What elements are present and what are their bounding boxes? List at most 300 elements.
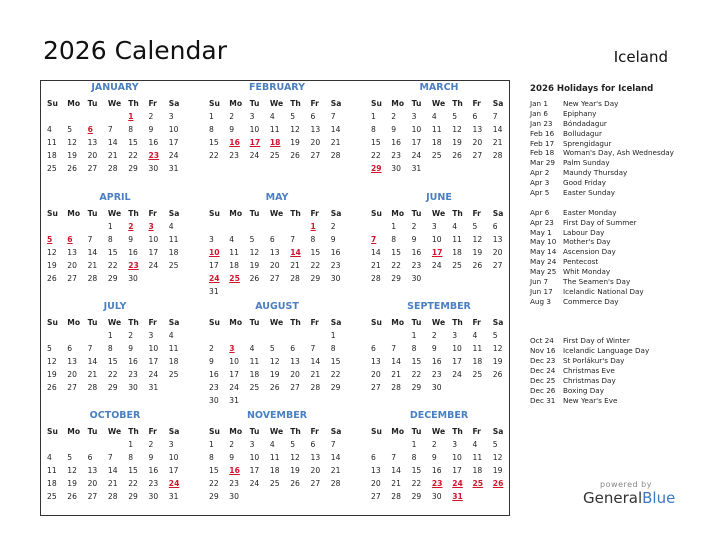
day: 25 [168, 261, 179, 270]
day: 20 [492, 248, 503, 257]
weekday-header: Fr [472, 427, 481, 436]
day: 12 [47, 248, 57, 257]
day: 15 [128, 138, 138, 147]
holiday-row [530, 277, 700, 287]
day: 11 [431, 125, 442, 134]
holiday-date: Feb 18 [530, 148, 555, 158]
holiday-row [530, 247, 700, 257]
day: 6 [492, 222, 498, 231]
day: 9 [128, 235, 134, 244]
day: 16 [209, 370, 219, 379]
weekday-header: Mo [229, 99, 243, 108]
holiday-name: Christmas Day [563, 375, 616, 385]
empty-cell [226, 329, 246, 342]
day: 3 [209, 235, 214, 244]
day: 12 [290, 125, 300, 134]
weekday-header: Mo [391, 318, 405, 327]
day: 31 [168, 492, 179, 501]
weekday-header: Fr [310, 427, 319, 436]
day: 9 [128, 344, 134, 353]
weekday-header: Fr [148, 427, 157, 436]
day: 15 [411, 357, 422, 366]
weekday-header: Tu [249, 209, 260, 218]
day: 19 [249, 261, 260, 270]
weekday-header: Su [371, 209, 382, 218]
day: 19 [67, 479, 77, 488]
day: 14 [391, 357, 401, 366]
weekday-header: Su [47, 427, 58, 436]
day: 9 [431, 453, 437, 462]
day: 3 [249, 440, 255, 449]
day: 8 [371, 125, 376, 134]
holiday-date: Mar 29 [530, 158, 555, 168]
holiday-name: New Year's Day [563, 99, 619, 108]
day: 23 [391, 151, 401, 160]
day: 14 [371, 248, 381, 257]
weekday-header: We [269, 318, 284, 327]
holiday-name: Maundy Thursday [563, 168, 628, 178]
day: 2 [209, 344, 214, 353]
day: 30 [330, 274, 341, 283]
holiday-day: 17 [431, 248, 443, 257]
day: 6 [371, 344, 376, 353]
day: 7 [87, 344, 93, 353]
day: 22 [371, 151, 381, 160]
holiday-date: May 24 [530, 257, 557, 267]
day: 5 [290, 112, 296, 121]
holiday-row [530, 139, 700, 149]
day: 9 [148, 453, 154, 462]
day: 5 [492, 440, 498, 449]
day: 17 [148, 357, 159, 366]
day: 23 [229, 479, 239, 488]
holiday-name: Bolludagur [563, 128, 602, 138]
day: 3 [452, 331, 458, 340]
day: 30 [229, 492, 239, 501]
day: 30 [391, 164, 401, 173]
day: 12 [472, 235, 483, 244]
day: 17 [411, 138, 422, 147]
day: 28 [330, 479, 341, 488]
day: 5 [290, 440, 296, 449]
day: 7 [391, 344, 397, 353]
weekday-header: Sa [168, 318, 180, 327]
day: 1 [371, 112, 376, 121]
month-name: JANUARY [91, 82, 139, 93]
day: 18 [472, 357, 483, 366]
holiday-name: Boxing Day [563, 385, 604, 395]
day: 20 [371, 479, 381, 488]
weekday-header: Sa [168, 427, 180, 436]
day: 10 [452, 453, 462, 462]
weekday-header: We [107, 209, 122, 218]
holiday-row [530, 99, 700, 109]
holiday-name: The Seamen's Day [563, 277, 631, 287]
day: 28 [87, 383, 98, 392]
day: 21 [107, 151, 118, 160]
day: 21 [290, 261, 300, 270]
day: 15 [330, 357, 341, 366]
holiday-day: 24 [209, 274, 220, 283]
day: 13 [67, 357, 77, 366]
day: 20 [290, 370, 300, 379]
holiday-row [530, 386, 700, 396]
day: 13 [371, 466, 381, 475]
day: 31 [168, 164, 179, 173]
weekday-header: We [107, 427, 122, 436]
day: 5 [492, 331, 498, 340]
weekday-header: Mo [391, 99, 405, 108]
weekday-header: Fr [148, 209, 157, 218]
weekday-header: Mo [229, 427, 243, 436]
day: 27 [310, 479, 321, 488]
empty-cell [64, 329, 84, 342]
holiday-gap [530, 198, 700, 208]
weekday-header: Sa [168, 209, 180, 218]
day: 14 [310, 357, 321, 366]
empty-cell [287, 220, 307, 233]
day: 13 [67, 248, 77, 257]
day: 31 [209, 287, 219, 296]
month-grid [206, 425, 348, 503]
holiday-row [530, 158, 700, 168]
holiday-day: 3 [148, 222, 154, 231]
day: 14 [87, 248, 98, 257]
holiday-day: 23 [431, 479, 443, 488]
day: 2 [229, 112, 235, 121]
holiday-date: Apr 2 [530, 168, 550, 178]
day: 11 [472, 453, 483, 462]
holiday-day: 24 [168, 479, 180, 488]
day: 19 [452, 138, 462, 147]
day: 30 [431, 383, 442, 392]
day: 16 [128, 248, 138, 257]
weekday-header: Th [452, 427, 463, 436]
day: 18 [472, 466, 483, 475]
month-february [206, 81, 348, 162]
weekday-header: Fr [148, 99, 157, 108]
day: 3 [411, 112, 417, 121]
day: 9 [330, 235, 336, 244]
day: 20 [472, 138, 483, 147]
day: 8 [128, 125, 134, 134]
day: 24 [148, 261, 159, 270]
holiday-name: Ascension Day [563, 247, 616, 257]
day: 15 [107, 248, 118, 257]
day: 19 [290, 466, 300, 475]
day: 9 [229, 125, 235, 134]
holiday-row [530, 267, 700, 277]
day: 5 [67, 453, 73, 462]
holiday-row [530, 218, 700, 228]
month-name: SEPTEMBER [407, 301, 471, 312]
day: 28 [310, 383, 321, 392]
day: 11 [168, 344, 179, 353]
day: 8 [107, 344, 113, 353]
day: 4 [472, 331, 478, 340]
day: 5 [47, 344, 52, 353]
day: 8 [330, 344, 336, 353]
holiday-name: Icelandic Language Day [563, 346, 650, 356]
day: 29 [330, 383, 341, 392]
day: 10 [411, 125, 422, 134]
holiday-day: 2 [128, 222, 134, 231]
day: 23 [431, 370, 442, 379]
holiday-date: May 25 [530, 267, 557, 277]
month-july [44, 300, 186, 394]
holiday-day: 18 [269, 138, 281, 147]
empty-cell [85, 220, 105, 233]
holiday-date: Jan 1 [530, 99, 548, 108]
empty-cell [267, 329, 287, 342]
day: 20 [67, 370, 77, 379]
holiday-row [530, 228, 700, 238]
holiday-day: 25 [229, 274, 240, 283]
day: 13 [269, 248, 280, 257]
holiday-list [530, 84, 700, 406]
day: 28 [330, 151, 341, 160]
day: 14 [330, 453, 341, 462]
holiday-date: Nov 16 [530, 346, 556, 356]
holiday-date: Jun 7 [530, 277, 549, 287]
holiday-day: 23 [128, 261, 139, 270]
month-april [44, 191, 186, 285]
day: 9 [431, 344, 437, 353]
weekday-header: Fr [310, 209, 319, 218]
holiday-day: 17 [249, 138, 261, 147]
weekday-header: Mo [67, 318, 81, 327]
weekday-header: Sa [492, 318, 504, 327]
day: 5 [452, 112, 458, 121]
country-label: Iceland [613, 48, 668, 66]
holiday-date: Dec 31 [530, 395, 556, 405]
month-name: JUNE [426, 192, 452, 203]
weekday-header: Mo [391, 427, 405, 436]
day: 9 [391, 125, 397, 134]
brand-logo [583, 480, 676, 507]
day: 7 [107, 453, 113, 462]
weekday-header: Th [128, 318, 139, 327]
day: 6 [310, 440, 316, 449]
holiday-date: Dec 23 [530, 356, 556, 366]
day: 20 [67, 261, 77, 270]
day: 3 [431, 222, 437, 231]
day: 26 [472, 261, 483, 270]
day: 9 [229, 453, 235, 462]
day: 7 [492, 112, 498, 121]
day: 4 [452, 222, 458, 231]
weekday-header: We [431, 99, 446, 108]
day: 21 [391, 370, 401, 379]
day: 26 [47, 383, 57, 392]
holiday-date: May 10 [530, 237, 557, 247]
day: 5 [67, 125, 73, 134]
day: 11 [472, 344, 483, 353]
holiday-name: Palm Sunday [563, 158, 610, 168]
day: 23 [411, 261, 422, 270]
day: 6 [269, 235, 275, 244]
day: 6 [472, 112, 478, 121]
weekday-header: Th [452, 209, 463, 218]
holiday-date: May 14 [530, 247, 557, 257]
holiday-date: Feb 16 [530, 128, 555, 138]
day: 17 [168, 466, 179, 475]
day: 10 [168, 125, 179, 134]
day: 13 [492, 235, 503, 244]
day: 3 [452, 440, 458, 449]
day: 14 [107, 466, 118, 475]
weekday-header: We [431, 427, 446, 436]
weekday-header: Th [290, 99, 301, 108]
weekday-header: Th [290, 209, 301, 218]
day: 30 [148, 492, 159, 501]
day: 12 [249, 248, 260, 257]
day: 22 [411, 479, 422, 488]
holiday-day: 29 [371, 164, 382, 173]
month-june [368, 191, 510, 285]
day: 16 [128, 357, 138, 366]
day: 19 [290, 138, 300, 147]
day: 7 [310, 344, 316, 353]
holiday-row [530, 178, 700, 188]
day: 20 [310, 138, 321, 147]
day: 4 [431, 112, 437, 121]
holiday-date: Dec 24 [530, 366, 556, 376]
day: 16 [148, 138, 159, 147]
day: 27 [67, 383, 77, 392]
day: 12 [290, 453, 300, 462]
weekday-header: We [107, 318, 122, 327]
holiday-name: Icelandic National Day [563, 286, 644, 296]
day: 1 [330, 331, 336, 340]
day: 1 [209, 112, 214, 121]
holiday-name: New Year's Eve [563, 395, 618, 405]
day: 24 [411, 151, 422, 160]
weekday-header: Th [452, 318, 463, 327]
day: 23 [330, 261, 341, 270]
empty-cell [105, 110, 125, 123]
holiday-date: Feb 17 [530, 138, 555, 148]
day: 22 [330, 370, 341, 379]
empty-cell [247, 220, 267, 233]
holiday-row [530, 376, 700, 386]
day: 10 [168, 453, 179, 462]
day: 31 [411, 164, 422, 173]
day: 25 [47, 164, 57, 173]
day: 23 [209, 383, 219, 392]
holiday-day: 3 [229, 344, 235, 353]
empty-cell [85, 438, 105, 451]
month-name: FEBRUARY [249, 82, 305, 93]
holiday-day: 16 [229, 138, 240, 147]
day: 1 [391, 222, 397, 231]
weekday-header: Th [452, 99, 463, 108]
day: 20 [87, 479, 98, 488]
day: 7 [330, 440, 336, 449]
day: 25 [249, 383, 260, 392]
day: 4 [249, 344, 255, 353]
day: 15 [209, 466, 219, 475]
weekday-header: Fr [310, 99, 319, 108]
day: 8 [310, 235, 316, 244]
day: 29 [411, 383, 422, 392]
weekday-header: Sa [168, 99, 180, 108]
day: 7 [391, 453, 397, 462]
weekday-header: Tu [249, 318, 260, 327]
holiday-day: 5 [47, 235, 53, 244]
weekday-header: Su [371, 318, 382, 327]
holiday-name: Commerce Day [563, 296, 619, 306]
empty-cell [226, 220, 246, 233]
day: 12 [67, 138, 77, 147]
weekday-header: Su [209, 99, 220, 108]
day: 8 [391, 235, 397, 244]
weekday-header: We [107, 99, 122, 108]
weekday-header: We [269, 427, 284, 436]
day: 8 [209, 125, 214, 134]
weekday-header: Th [128, 209, 139, 218]
day: 3 [249, 112, 255, 121]
empty-cell [64, 438, 84, 451]
holiday-name: Christmas Eve [563, 366, 615, 376]
weekday-header: Fr [472, 209, 481, 218]
day: 12 [269, 357, 280, 366]
day: 17 [249, 466, 260, 475]
day: 16 [148, 466, 159, 475]
day: 21 [371, 261, 381, 270]
day: 12 [452, 125, 462, 134]
weekday-header: Su [209, 209, 220, 218]
day: 21 [391, 479, 401, 488]
holiday-name: Bóndadagur [563, 118, 607, 128]
weekday-header: Sa [330, 99, 342, 108]
day: 14 [87, 357, 98, 366]
holiday-date: Apr 5 [530, 188, 550, 198]
day: 1 [411, 331, 417, 340]
month-name: MARCH [419, 82, 459, 93]
weekday-header: Su [47, 318, 58, 327]
day: 25 [168, 370, 179, 379]
empty-cell [85, 329, 105, 342]
weekday-header: Tu [87, 209, 98, 218]
day: 26 [269, 383, 280, 392]
holiday-name: Easter Sunday [563, 188, 616, 198]
day: 21 [107, 479, 118, 488]
holiday-name: Woman's Day, Ash Wednesday [563, 148, 674, 158]
holiday-name: First Day of Winter [563, 336, 630, 346]
day: 22 [128, 151, 138, 160]
day: 25 [269, 479, 280, 488]
day: 6 [310, 112, 316, 121]
day: 9 [411, 235, 417, 244]
day: 4 [47, 125, 52, 134]
day: 25 [431, 151, 442, 160]
day: 4 [472, 440, 478, 449]
month-grid [206, 207, 348, 298]
day: 11 [269, 453, 280, 462]
month-name: APRIL [99, 192, 131, 203]
month-grid [368, 97, 510, 175]
day: 24 [452, 370, 462, 379]
holiday-name: First Day of Summer [563, 217, 637, 227]
weekday-header: Mo [67, 209, 81, 218]
day: 10 [249, 125, 260, 134]
day: 8 [128, 453, 134, 462]
holiday-row [530, 356, 700, 366]
month-december [368, 409, 510, 503]
holiday-name: Labour Day [563, 227, 605, 237]
empty-cell [267, 220, 287, 233]
